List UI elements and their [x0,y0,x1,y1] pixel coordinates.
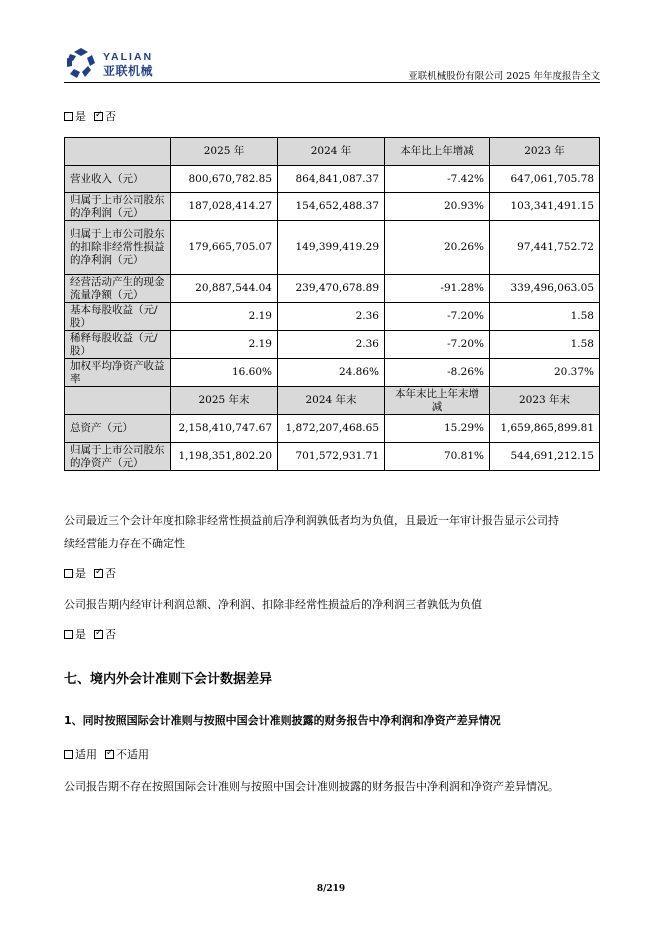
choice-no-label: 否 [105,628,116,641]
value-cell: -7.20% [385,331,490,359]
choice-no-label: 否 [105,110,116,123]
choice-no-label: 否 [105,567,116,580]
checkbox-yes [64,569,73,578]
value-cell: 15.29% [385,415,490,443]
logo-text-en: YALIAN [103,51,154,63]
table-header-cell: 2024 年末 [278,387,385,415]
table-header-cell: 2023 年末 [490,387,600,415]
row-label-cell: 基本每股收益（元/股） [65,303,171,331]
value-cell: 1,659,865,899.81 [490,415,600,443]
paragraph: 公司报告期内经审计利润总额、净利润、扣除非经常性损益后的净利润三者孰低为负值 [64,598,482,611]
table-row [65,303,600,331]
value-cell: 20.26% [385,221,490,275]
value-cell: 701,572,931.71 [278,443,385,471]
table-header-cell [65,138,171,166]
choice-row-3 [64,626,116,642]
choice-yes-label: 是 [75,628,86,641]
table-header-cell: 本年末比上年末增减 [385,387,490,415]
choice-yes-label: 是 [75,110,86,123]
value-cell: 339,496,063.05 [490,275,600,303]
table-header-cell: 2025 年 [171,138,278,166]
value-cell: 2.19 [171,303,278,331]
company-logo [64,46,174,80]
checkbox-applicable [64,750,73,759]
value-cell: 1,198,351,802.20 [171,443,278,471]
row-label-cell: 归属于上市公司股东的扣除非经常性损益的净利润（元） [65,221,171,275]
value-cell: 2.36 [278,331,385,359]
financial-data-table [64,137,600,471]
value-cell: -8.26% [385,359,490,387]
value-cell: -91.28% [385,275,490,303]
checkbox-no-checked [94,569,103,578]
value-cell: 70.81% [385,443,490,471]
paragraph: 公司报告期不存在按照国际会计准则与按照中国会计准则披露的财务报告中净利润和净资产差异情况。 [64,780,559,793]
value-cell: 187,028,414.27 [171,193,278,221]
paragraph-line: 续经营能力存在不确定性 [64,537,185,550]
table-row [65,443,600,471]
value-cell: 800,670,782.85 [171,166,278,193]
value-cell: 2.19 [171,331,278,359]
table-header-cell: 本年比上年增减 [385,138,490,166]
value-cell: 24.86% [278,359,385,387]
subsection-heading: 1、同时按照国际会计准则与按照中国会计准则披露的财务报告中净利润和净资产差异情况 [64,714,501,727]
choice-row-applicable [64,746,149,762]
value-cell: 20,887,544.04 [171,275,278,303]
row-label-cell: 总资产（元） [65,415,171,443]
value-cell: 154,652,488.37 [278,193,385,221]
logo-text-cn: 亚联机械 [103,64,154,78]
row-label-cell: 稀释每股收益（元/股） [65,331,171,359]
paragraph-line: 公司最近三个会计年度扣除非经常性损益前后净利润孰低者均为负值，且最近一年审计报告显示公司持 [64,514,559,527]
table-header-cell: 2024 年 [278,138,385,166]
page-number: 8/219 [316,884,346,894]
value-cell: 2,158,410,747.67 [171,415,278,443]
table-header-cell: 2023 年 [490,138,600,166]
choice-yes-label: 是 [75,567,86,580]
table-row [65,275,600,303]
applicable-label: 适用 [75,748,97,761]
value-cell: 239,470,678.89 [278,275,385,303]
value-cell: 97,441,752.72 [490,221,600,275]
table-header-cell: 2025 年末 [171,387,278,415]
value-cell: 16.60% [171,359,278,387]
header-divider [64,82,600,83]
value-cell: 647,061,705.78 [490,166,600,193]
checkbox-no-checked [94,630,103,639]
page-header [64,44,600,84]
section-heading: 七、境内外会计准则下会计数据差异 [64,672,273,687]
value-cell: -7.42% [385,166,490,193]
row-label-cell: 经营活动产生的现金流量净额（元） [65,275,171,303]
table-row [65,221,600,275]
value-cell: 2.36 [278,303,385,331]
table-header-row [65,387,600,415]
value-cell: 20.37% [490,359,600,387]
table-header-cell [65,387,171,415]
value-cell: 1.58 [490,303,600,331]
table-row [65,415,600,443]
choice-row-1 [64,108,116,124]
row-label-cell: 营业收入（元） [65,166,171,193]
value-cell: 544,691,212.15 [490,443,600,471]
table-header-row [65,138,600,166]
row-label-cell: 加权平均净资产收益率 [65,359,171,387]
table-row [65,331,600,359]
row-label-cell: 归属于上市公司股东的净资产（元） [65,443,171,471]
row-label-cell: 归属于上市公司股东的净利润（元） [65,193,171,221]
checkbox-yes [64,112,73,121]
value-cell: 179,665,705.07 [171,221,278,275]
report-title: 亚联机械股份有限公司 2025 年年度报告全文 [408,71,600,82]
table-row [65,166,600,193]
checkbox-no-checked [94,112,103,121]
not-applicable-label: 不适用 [116,748,149,761]
choice-row-2 [64,565,116,581]
value-cell: 20.93% [385,193,490,221]
table-row [65,359,600,387]
checkbox-yes [64,630,73,639]
checkbox-not-applicable-checked [105,750,114,759]
table-row [65,193,600,221]
value-cell: 149,399,419.29 [278,221,385,275]
value-cell: 103,341,491.15 [490,193,600,221]
value-cell: 1.58 [490,331,600,359]
value-cell: 864,841,087.37 [278,166,385,193]
logo-mark-icon [64,46,98,80]
value-cell: -7.20% [385,303,490,331]
value-cell: 1,872,207,468.65 [278,415,385,443]
